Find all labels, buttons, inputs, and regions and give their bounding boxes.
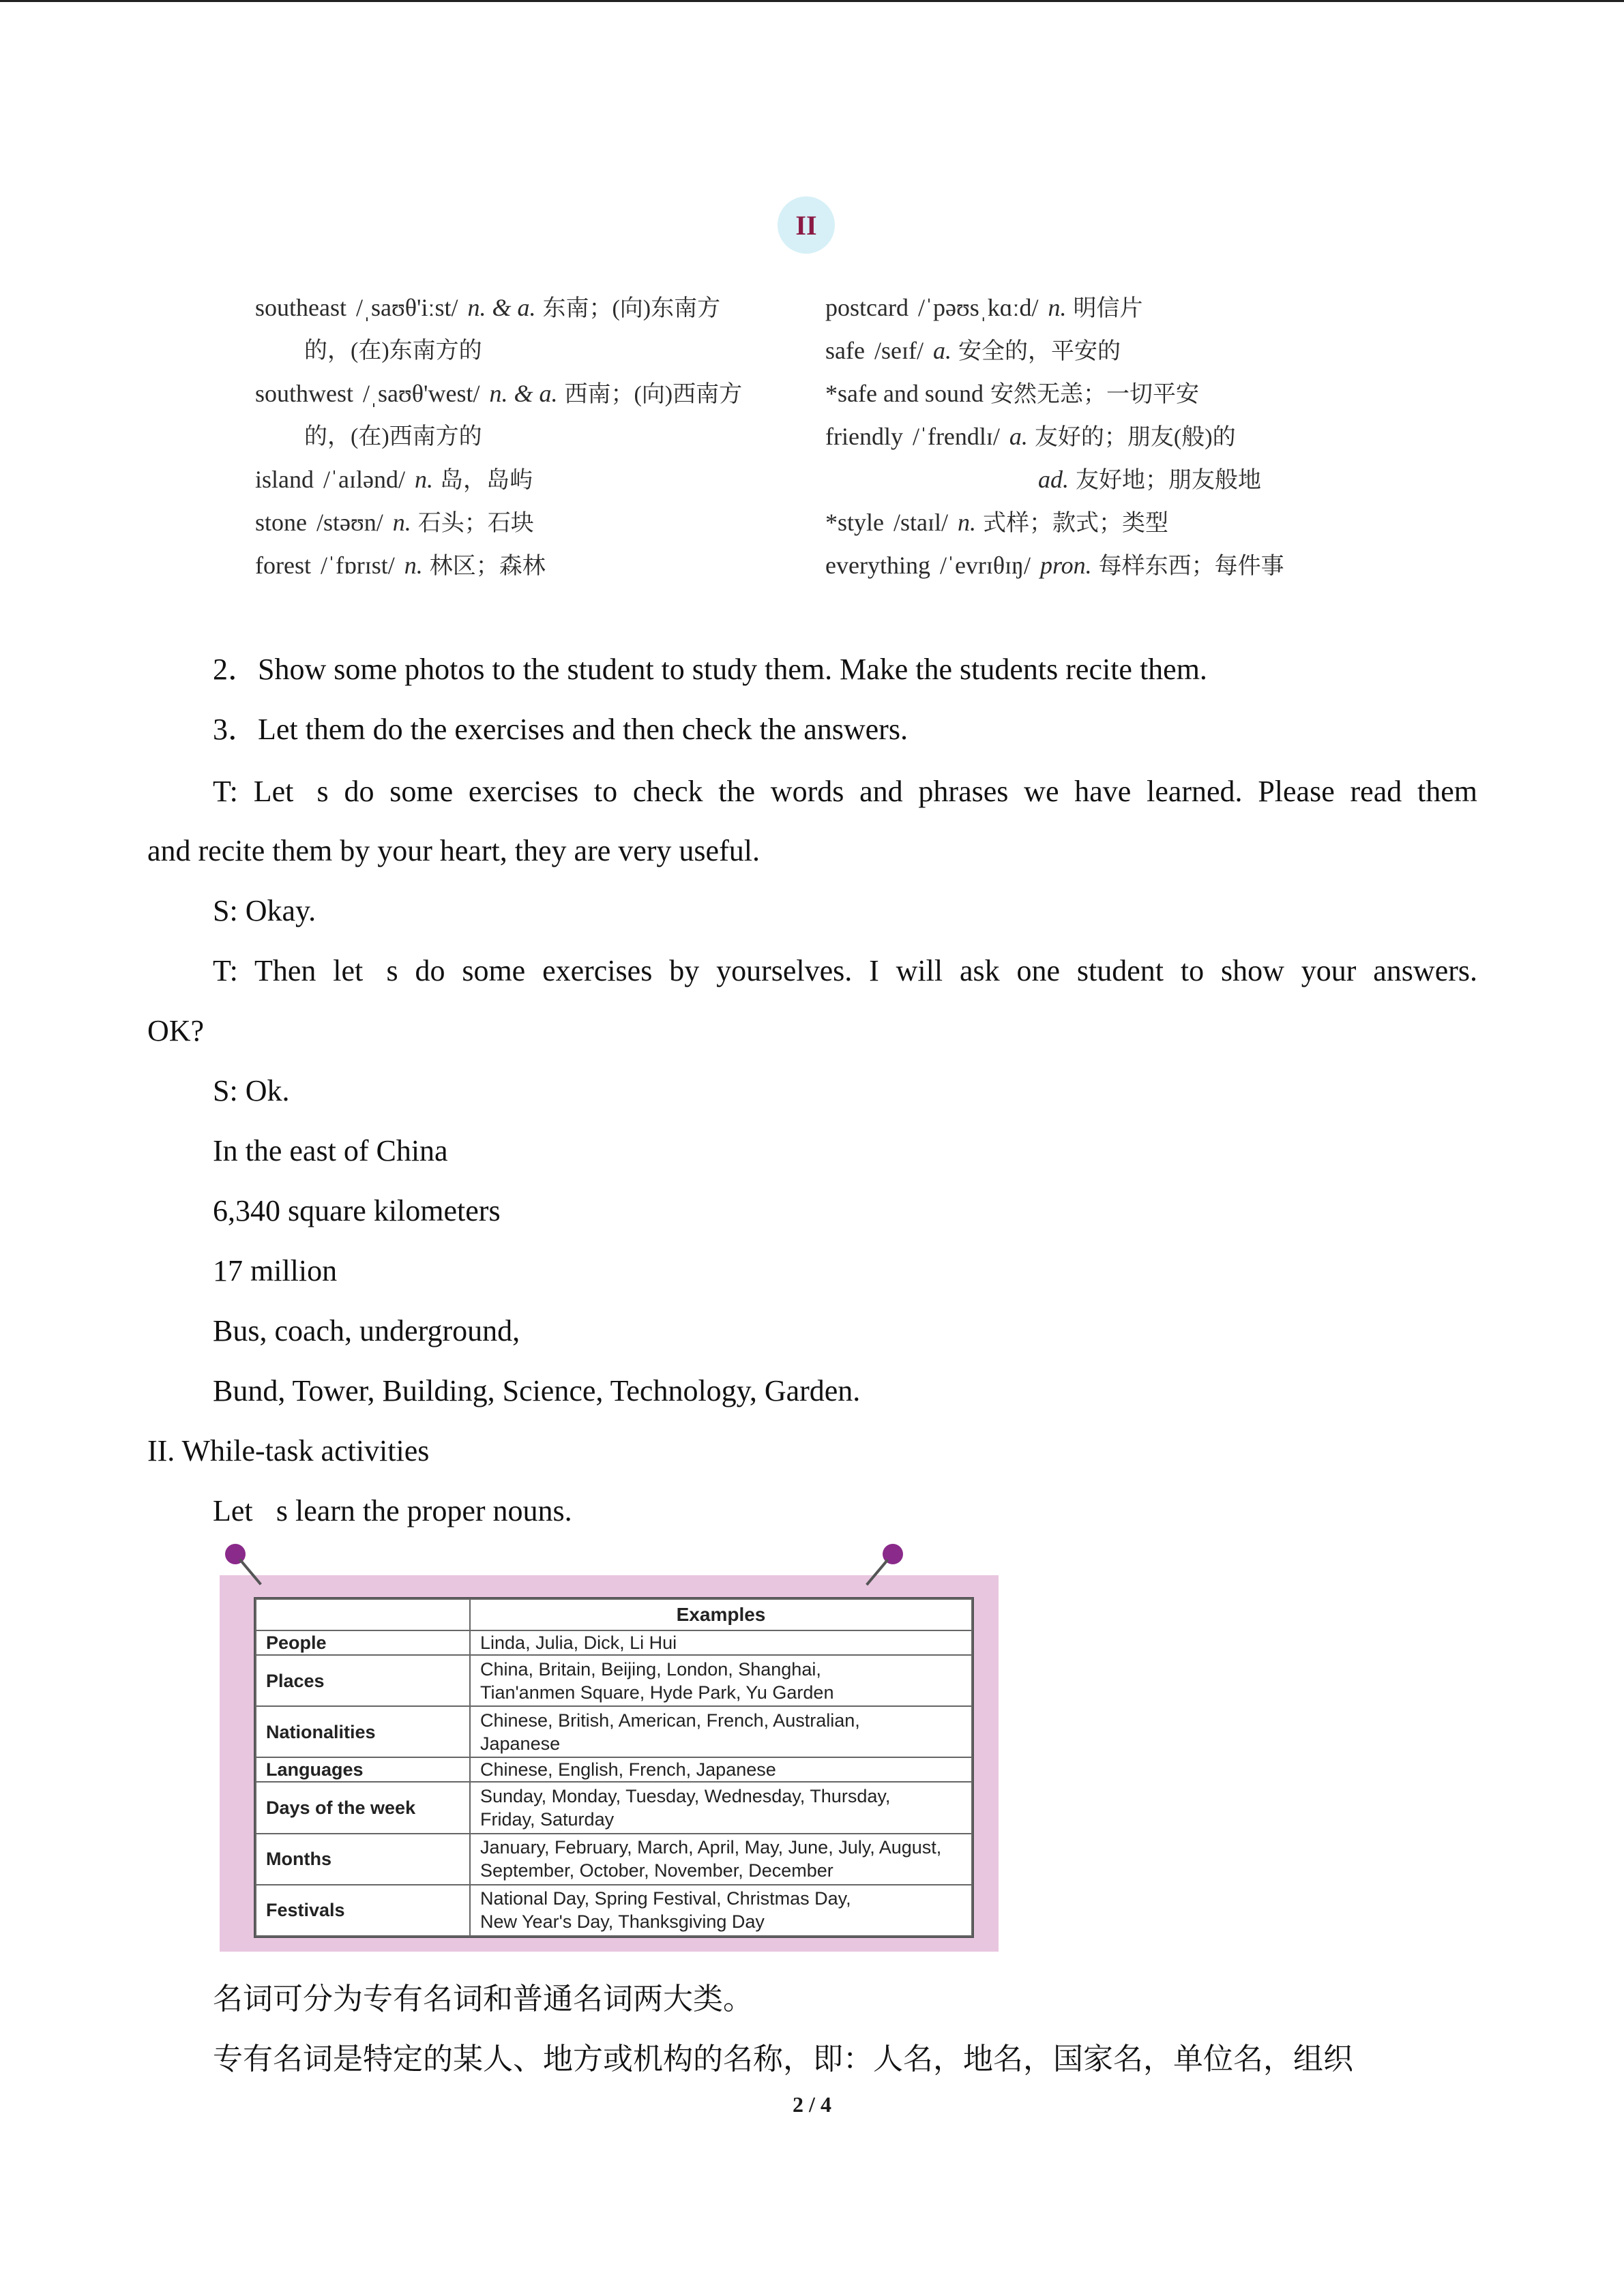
table-cell-category: Places — [256, 1655, 470, 1706]
dialogue-line: S: Okay. — [213, 894, 316, 927]
vocab-entry: safe /seɪf/ a. 安全的，平安的 — [825, 337, 1121, 364]
unit-badge: II — [778, 196, 835, 254]
table-cell-category: Languages — [256, 1757, 470, 1782]
table-row — [256, 1630, 972, 1655]
table-cell-examples: National Day, Spring Festival, Christmas Day, New Year's Day, Thanksgiving Day — [470, 1885, 972, 1936]
vocabulary-right-column — [825, 286, 1385, 587]
dialogue-line-continued: and recite them by your heart, they are very useful. — [147, 834, 760, 867]
paragraph: Let s learn the proper nouns. — [213, 1494, 572, 1527]
vocab-entry: southeast /ˌsaʊθ'iːst/ n. & a. 东南；(向)东南方 — [255, 294, 721, 321]
page-number: 2 / 4 — [793, 2092, 831, 2117]
table-row — [256, 1782, 972, 1833]
dialogue-line: S: Ok. — [213, 1074, 290, 1107]
table-header-examples: Examples — [470, 1599, 972, 1630]
proper-nouns-table — [254, 1597, 974, 1938]
table-row — [256, 1757, 972, 1782]
vocab-entry: everything /ˈevrɪθɪŋ/ pron. 每样东西；每件事 — [825, 552, 1284, 579]
table-cell-examples: Chinese, English, French, Japanese — [470, 1757, 972, 1782]
top-border — [0, 0, 1624, 2]
table-row — [256, 1834, 972, 1885]
dialogue-line-continued: OK? — [147, 1014, 205, 1047]
paragraph-step-3: 3．Let them do the exercises and then check the answers. — [213, 713, 908, 746]
table-cell-category: Nationalities — [256, 1706, 470, 1757]
proper-nouns-table-figure — [220, 1575, 999, 1952]
answer-line: Bund, Tower, Building, Science, Technology, Garden. — [213, 1374, 861, 1407]
table-cell-category: Festivals — [256, 1885, 470, 1936]
paragraph-step-2: 2．Show some photos to the student to study them. Make the students recite them. — [213, 653, 1207, 686]
dialogue-line: T: Then let s do some exercises by yourselves. I will ask one student to show your answers. — [213, 954, 1477, 987]
pushpin-icon — [866, 1544, 907, 1592]
answer-line: Bus, coach, underground, — [213, 1314, 520, 1347]
chinese-paragraph: 专有名词是特定的某人、地方或机构的名称，即：人名，地名，国家名，单位名，组织 — [213, 2042, 1353, 2076]
vocab-entry-continuation: ad. 友好地；朋友般地 — [1038, 466, 1261, 493]
answer-line: 17 million — [213, 1254, 338, 1287]
vocab-entry: stone /stəʊn/ n. 石头；石块 — [255, 509, 534, 536]
table-cell-category: People — [256, 1630, 470, 1655]
table-cell-examples: Linda, Julia, Dick, Li Hui — [470, 1630, 972, 1655]
vocab-entry: postcard /ˈpəʊsˌkɑːd/ n. 明信片 — [825, 294, 1143, 321]
pushpin-icon — [225, 1544, 266, 1592]
vocab-entry-continuation: 的，(在)西南方的 — [304, 424, 482, 449]
vocab-entry-continuation: 的，(在)东南方的 — [304, 338, 482, 363]
vocab-entry: friendly /ˈfrendlɪ/ a. 友好的；朋友(般)的 — [825, 423, 1236, 450]
section-heading: II. While-task activities — [147, 1434, 430, 1467]
vocab-entry: *style /staɪl/ n. 式样；款式；类型 — [825, 509, 1168, 536]
vocabulary-figure — [246, 191, 1391, 614]
dialogue-line: T: Let s do some exercises to check the words and phrases we have learned. Please read them — [213, 775, 1477, 808]
table-cell-examples: Chinese, British, American, French, Australian, Japanese — [470, 1706, 972, 1757]
answer-line: In the east of China — [213, 1134, 448, 1167]
vocab-entry: island /ˈaɪlənd/ n. 岛，岛屿 — [255, 466, 533, 493]
vocab-entry: southwest /ˌsaʊθ'west/ n. & a. 西南；(向)西南方 — [255, 380, 743, 407]
table-cell-category: Days of the week — [256, 1782, 470, 1833]
table-cell-category: Months — [256, 1834, 470, 1885]
table-cell-examples: China, Britain, Beijing, London, Shanghai, Tian'anmen Square, Hyde Park, Yu Garden — [470, 1655, 972, 1706]
chinese-paragraph: 名词可分为专有名词和普通名词两大类。 — [213, 1982, 753, 2016]
table-row — [256, 1885, 972, 1936]
table-row — [256, 1655, 972, 1706]
answer-line: 6,340 square kilometers — [213, 1194, 501, 1227]
table-header-empty — [256, 1599, 470, 1630]
table-row — [256, 1706, 972, 1757]
table-cell-examples: Sunday, Monday, Tuesday, Wednesday, Thursday, Friday, Saturday — [470, 1782, 972, 1833]
vocabulary-left-column — [255, 286, 801, 587]
table-cell-examples: January, February, March, April, May, June, July, August, September, October, November, December — [470, 1834, 972, 1885]
vocab-entry: *safe and sound 安然无恙；一切平安 — [825, 380, 1199, 407]
vocab-entry: forest /ˈfɒrɪst/ n. 林区；森林 — [255, 552, 546, 579]
